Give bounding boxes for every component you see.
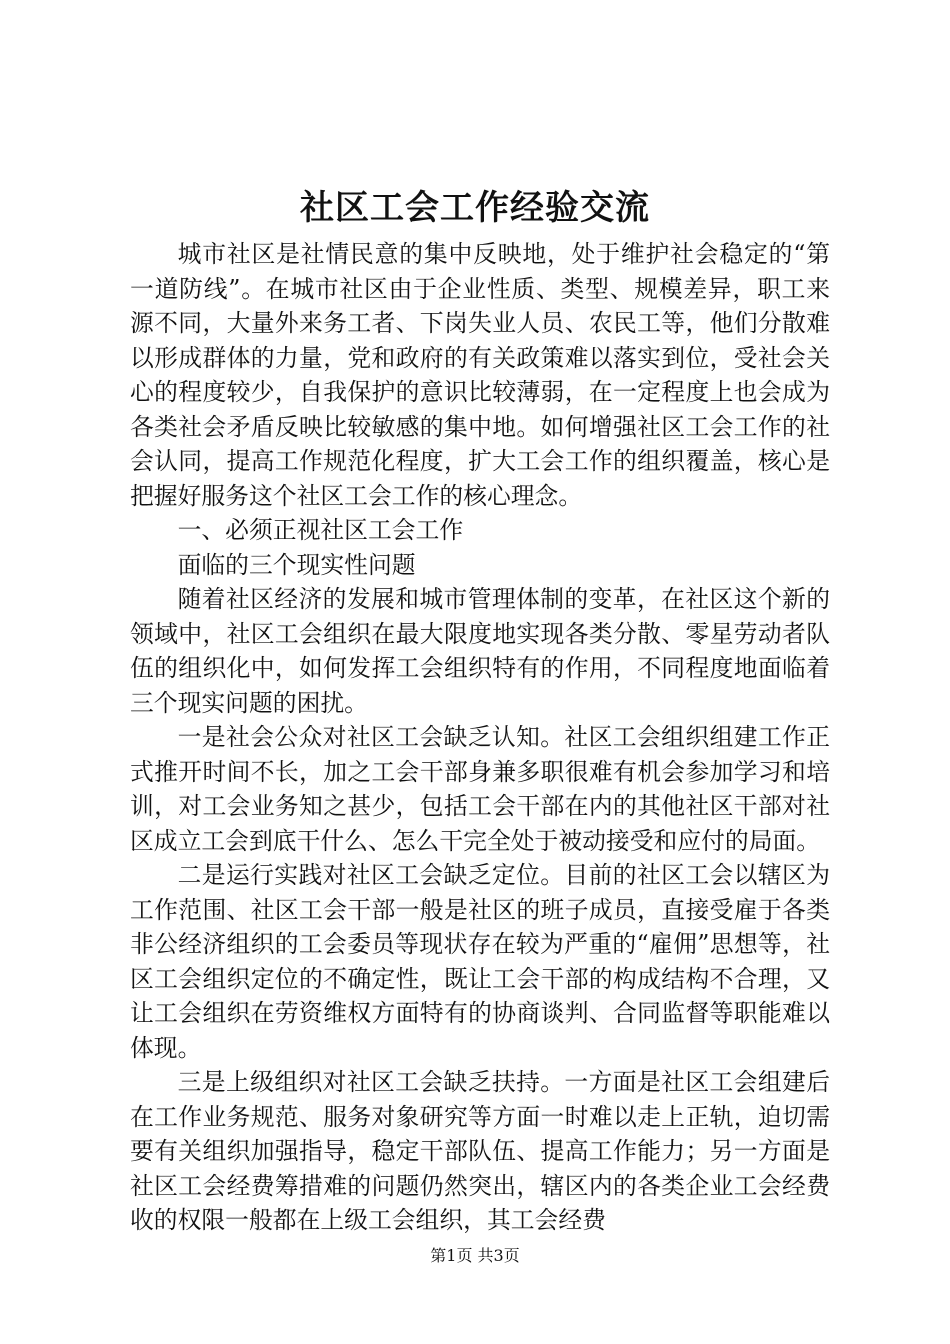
section-heading-1-continued: 面临的三个现实性问题 — [177, 550, 416, 579]
document-body — [130, 237, 830, 1238]
paragraph-problem-3: 三是上级组织对社区工会缺乏扶持。一方面是社区工会组建后在工作业务规范、服务对象研究等方面一时难以走上正轨，迫切需要有关组织加强指导，稳定干部队伍、提高工作能力；另一方面是社区工会经费筹措难的问题仍然突出，辖区内的各类企业工会经费收的权限一般都在上级工会组织，其工会经费 — [130, 1068, 830, 1234]
paragraph-problem-2: 二是运行实践对社区工会缺乏定位。目前的社区工会以辖区为工作范围、社区工会干部一般是社区的班子成员，直接受雇于各类非公经济组织的工会委员等现状存在较为严重的“雇佣”思想等，社区工会组织定位的不确定性，既让工会干部的构成结构不合理，又让工会组织在劳资维权方面特有的协商谈判、合同监督等职能难以体现。 — [130, 861, 830, 1062]
section-heading-1: 一、必须正视社区工会工作 — [177, 516, 464, 544]
document-title: 社区工会工作经验交流 — [300, 188, 650, 228]
paragraph-context: 随着社区经济的发展和城市管理体制的变革，在社区这个新的领域中，社区工会组织在最大限度地实现各类分散、零星劳动者队伍的组织化中，如何发挥工会组织特有的作用，不同程度地面临着三个现实问题的困扰。 — [130, 585, 830, 717]
paragraph-problem-1: 一是社会公众对社区工会缺乏认知。社区工会组织组建工作正式推开时间不长，加之工会干部身兼多职很难有机会参加学习和培训，对工会业务知之甚少，包括工会干部在内的其他社区干部对社区成立工会到底干什么、怎么干完全处于被动接受和应付的局面。 — [130, 723, 830, 855]
page-footer: 第1页 共3页 — [430, 1246, 520, 1265]
paragraph-intro: 城市社区是社情民意的集中反映地，处于维护社会稳定的“第一道防线”。在城市社区由于企业性质、类型、规模差异，职工来源不同，大量外来务工者、下岗失业人员、农民工等，他们分散难以形成群体的力量，党和政府的有关政策难以落实到位，受社会关心的程度较少，自我保护的意识比较薄弱，在一定程度上也会成为各类社会矛盾反映比较敏感的集中地。如何增强社区工会工作的社会认同，提高工作规范化程度，扩大工会工作的组织覆盖，核心是把握好服务这个社区工会工作的核心理念。 — [130, 240, 830, 510]
